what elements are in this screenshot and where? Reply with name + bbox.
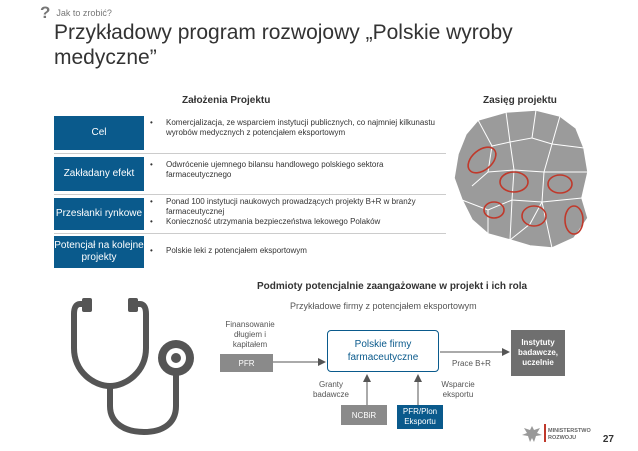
question-mark-icon: ? [40, 3, 51, 22]
export-label: Wsparcie eksportu [441, 380, 475, 399]
entities-subheading: Przykładowe firmy z potencjałem eksportowym [290, 301, 477, 311]
logo-divider [544, 424, 546, 442]
row-label-goal: Cel [54, 116, 144, 150]
bullet-text: Konieczność utrzymania bezpieczeństwa lekowego Polaków [166, 217, 381, 226]
ncbir-box: NCBiR [341, 405, 387, 425]
scope-heading: Zasięg projektu [483, 95, 557, 106]
research-label: Prace B+R [452, 359, 491, 368]
ministry-logo-text: MINISTERSTWO ROZWOJU [548, 428, 591, 441]
row-label-potential: Potencjał na kolejne projekty [54, 236, 144, 268]
page-number: 27 [602, 434, 614, 445]
entities-heading: Podmioty potencjalnie zaangażowane w projekt i ich rola [257, 281, 528, 292]
row-text-market: • Ponad 100 instytucji naukowych prowadzących projekty B+R w branży farmaceutycznej • Konieczność utrzymania bezpieczeństwa lekowego Polaków [150, 197, 445, 227]
page-title: Przykładowy program rozwojowy „Polskie wyroby medyczne” [54, 21, 513, 69]
institutes-box: Instytuty badawcze, uczelnie [511, 330, 565, 376]
bullet-text: Odwrócenie ujemnego bilansu handlowego polskiego sektora farmaceutycznego [166, 160, 384, 179]
bullet-text: Ponad 100 instytucji naukowych prowadzących projekty B+R w branży farmaceutycznej [166, 197, 416, 216]
pfr-box: PFR [220, 354, 273, 372]
row-text-goal: • Komercjalizacja, ze wsparciem instytucji publicznych, co najmniej kilkunastu wyrobów medycznych z potencjałem eksportowym [150, 118, 445, 138]
row-text-effect: • Odwrócenie ujemnego bilansu handlowego polskiego sektora farmaceutycznego [150, 160, 445, 180]
pfr-export-box: PFR/Plon Eksportu [397, 405, 443, 429]
row-label-market: Przesłanki rynkowe [54, 198, 144, 230]
eagle-emblem-icon [520, 424, 544, 444]
row-label-effect: Zakładany efekt [54, 157, 144, 191]
breadcrumb-text: Jak to zrobić? [56, 7, 112, 18]
center-box: Polskie firmy farmaceutyczne [327, 330, 439, 372]
financing-label: Finansowanie długiem i kapitałem [225, 320, 275, 349]
grants-label: Granty badawcze [312, 380, 350, 399]
bullet-text: Polskie leki z potencjałem eksportowym [166, 246, 307, 255]
bullet-text: Komercjalizacja, ze wsparciem instytucji publicznych, co najmniej kilkunastu wyrobów medycznych z potencjałem eksportowym [166, 118, 435, 137]
row-text-potential: • Polskie leki z potencjałem eksportowym [150, 246, 307, 255]
assumptions-heading: Założenia Projektu [182, 95, 271, 106]
